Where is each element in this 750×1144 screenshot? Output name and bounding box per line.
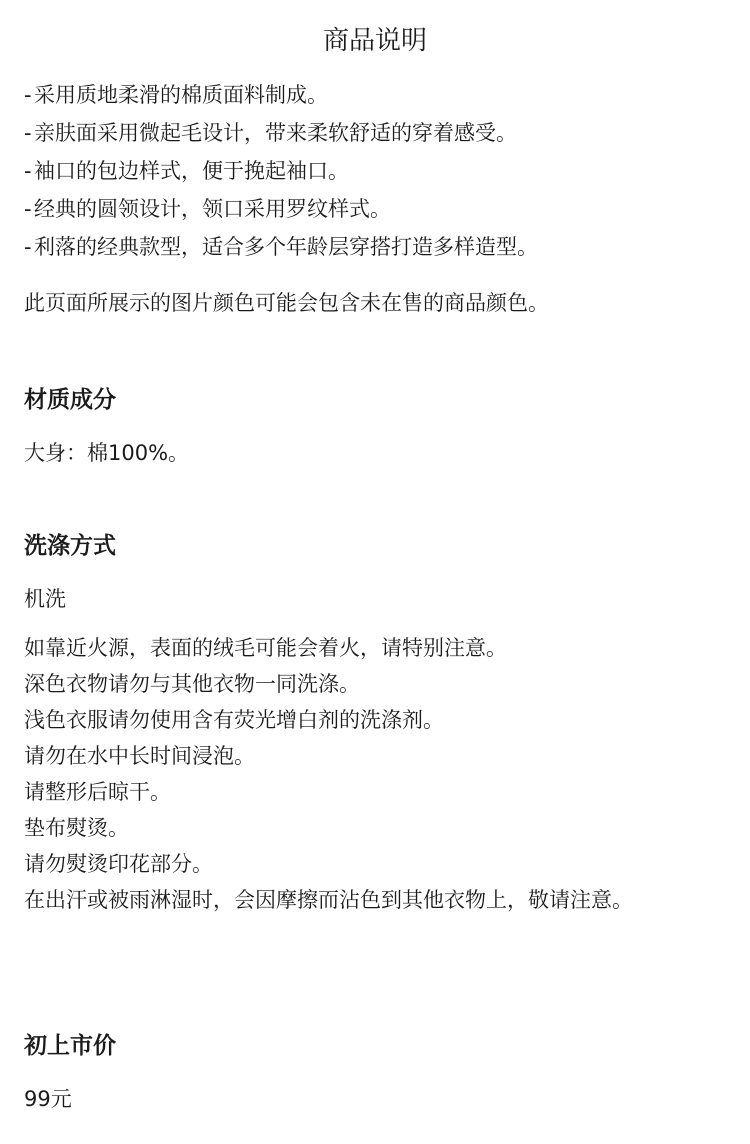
washing-section	[24, 530, 726, 918]
material-title: 材质成分	[24, 387, 116, 413]
list-item	[24, 228, 726, 266]
material-section	[24, 384, 726, 470]
bullet-dash: -	[24, 197, 32, 221]
feature-text: 利落的经典款型，适合多个年龄层穿搭打造多样造型。	[34, 235, 538, 259]
page-title: 商品说明	[322, 26, 427, 56]
price-title: 初上市价	[24, 1033, 116, 1059]
washing-title: 洗涤方式	[24, 533, 116, 559]
bullet-dash: -	[24, 235, 32, 259]
feature-text: 亲肤面采用微起毛设计，带来柔软舒适的穿着感受。	[34, 121, 517, 145]
color-disclaimer: 此页面所展示的图片颜色可能会包含未在售的商品颜色。	[24, 291, 549, 315]
washing-note: 深色衣物请勿与其他衣物一同洗涤。	[24, 672, 360, 696]
bullet-dash: -	[24, 159, 32, 183]
list-item	[24, 152, 726, 190]
bullet-dash: -	[24, 83, 32, 107]
list-item	[24, 114, 726, 152]
price-section	[24, 1030, 726, 1116]
feature-text: 采用质地柔滑的棉质面料制成。	[34, 83, 328, 107]
washing-note: 垫布熨烫。	[24, 816, 129, 840]
feature-list	[24, 76, 726, 266]
price-value: 99元	[24, 1087, 72, 1111]
bullet-dash: -	[24, 121, 32, 145]
washing-note: 浅色衣服请勿使用含有荧光增白剂的洗涤剂。	[24, 708, 444, 732]
washing-note: 如靠近火源，表面的绒毛可能会着火，请特别注意。	[24, 636, 507, 660]
washing-note: 请整形后晾干。	[24, 780, 171, 804]
material-content: 大身：棉100%。	[24, 441, 190, 465]
list-item	[24, 190, 726, 228]
washing-note: 请勿熨烫印花部分。	[24, 852, 213, 876]
washing-method: 机洗	[24, 587, 66, 611]
washing-note: 请勿在水中长时间浸泡。	[24, 744, 255, 768]
washing-note: 在出汗或被雨淋湿时，会因摩擦而沾色到其他衣物上，敬请注意。	[24, 888, 633, 912]
list-item	[24, 76, 726, 114]
washing-notes	[24, 630, 726, 918]
feature-text: 经典的圆领设计，领口采用罗纹样式。	[34, 197, 391, 221]
feature-text: 袖口的包边样式，便于挽起袖口。	[34, 159, 349, 183]
